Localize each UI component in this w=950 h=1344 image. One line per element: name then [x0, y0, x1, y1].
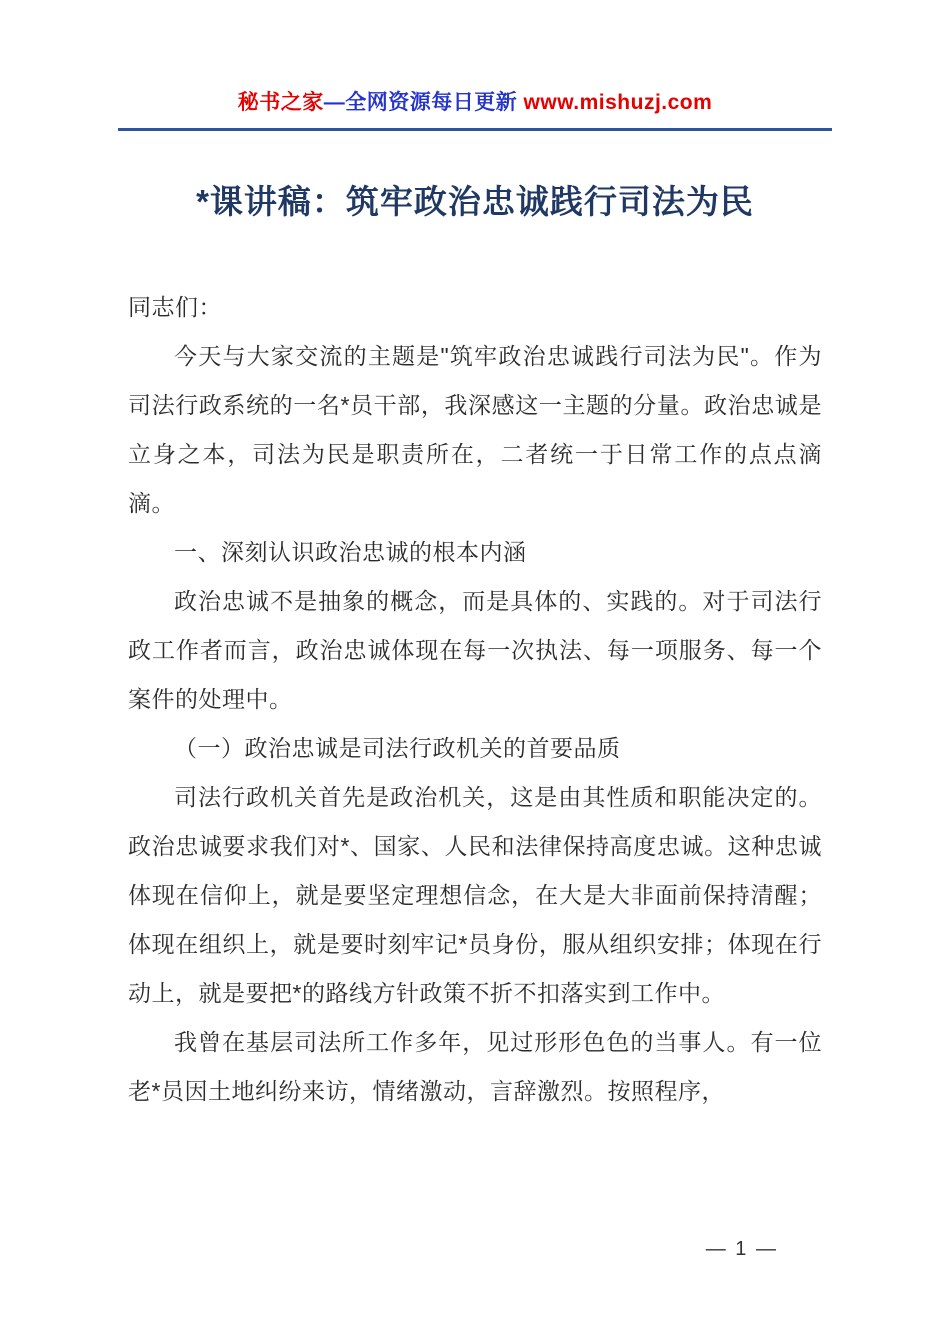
section-heading: 一、深刻认识政治忠诚的根本内涵	[174, 539, 527, 565]
site-url-link[interactable]: www.mishuzj.com	[523, 91, 713, 114]
document-title: *课讲稿：筑牢政治忠诚践行司法为民	[196, 183, 754, 220]
page-number: — 1 —	[705, 1238, 778, 1260]
paragraph: 司法行政机关首先是政治机关，这是由其性质和职能决定的。政治忠诚要求我们对*、国家、人民和法律保持高度忠诚。这种忠诚体现在信仰上，就是要坚定理想信念，在大是大非面前保持清醒；体现在组织上，就是要时刻牢记*员身份，服从组织安排；体现在行动上，就是要把*的路线方针政策不折不扣落实到工作中。	[128, 784, 822, 1006]
paragraph: 我曾在基层司法所工作多年，见过形形色色的当事人。有一位老*员因土地纠纷来访，情绪激动，言辞激烈。按照程序，	[128, 1029, 822, 1104]
subsection-heading: （一）政治忠诚是司法行政机关的首要品质	[174, 735, 621, 761]
site-brand: 秘书之家	[237, 91, 324, 114]
document-body	[128, 283, 822, 1116]
header-tagline: —全网资源每日更新	[323, 91, 524, 114]
site-header	[118, 86, 832, 116]
paragraph: 今天与大家交流的主题是"筑牢政治忠诚践行司法为民"。作为司法行政系统的一名*员干部，我深感这一主题的分量。政治忠诚是立身之本，司法为民是职责所在，二者统一于日常工作的点点滴滴。	[128, 343, 822, 516]
header-divider	[118, 128, 832, 131]
paragraph-salutation: 同志们：	[128, 294, 222, 320]
paragraph: 政治忠诚不是抽象的概念，而是具体的、实践的。对于司法行政工作者而言，政治忠诚体现在每一次执法、每一项服务、每一个案件的处理中。	[128, 588, 822, 712]
